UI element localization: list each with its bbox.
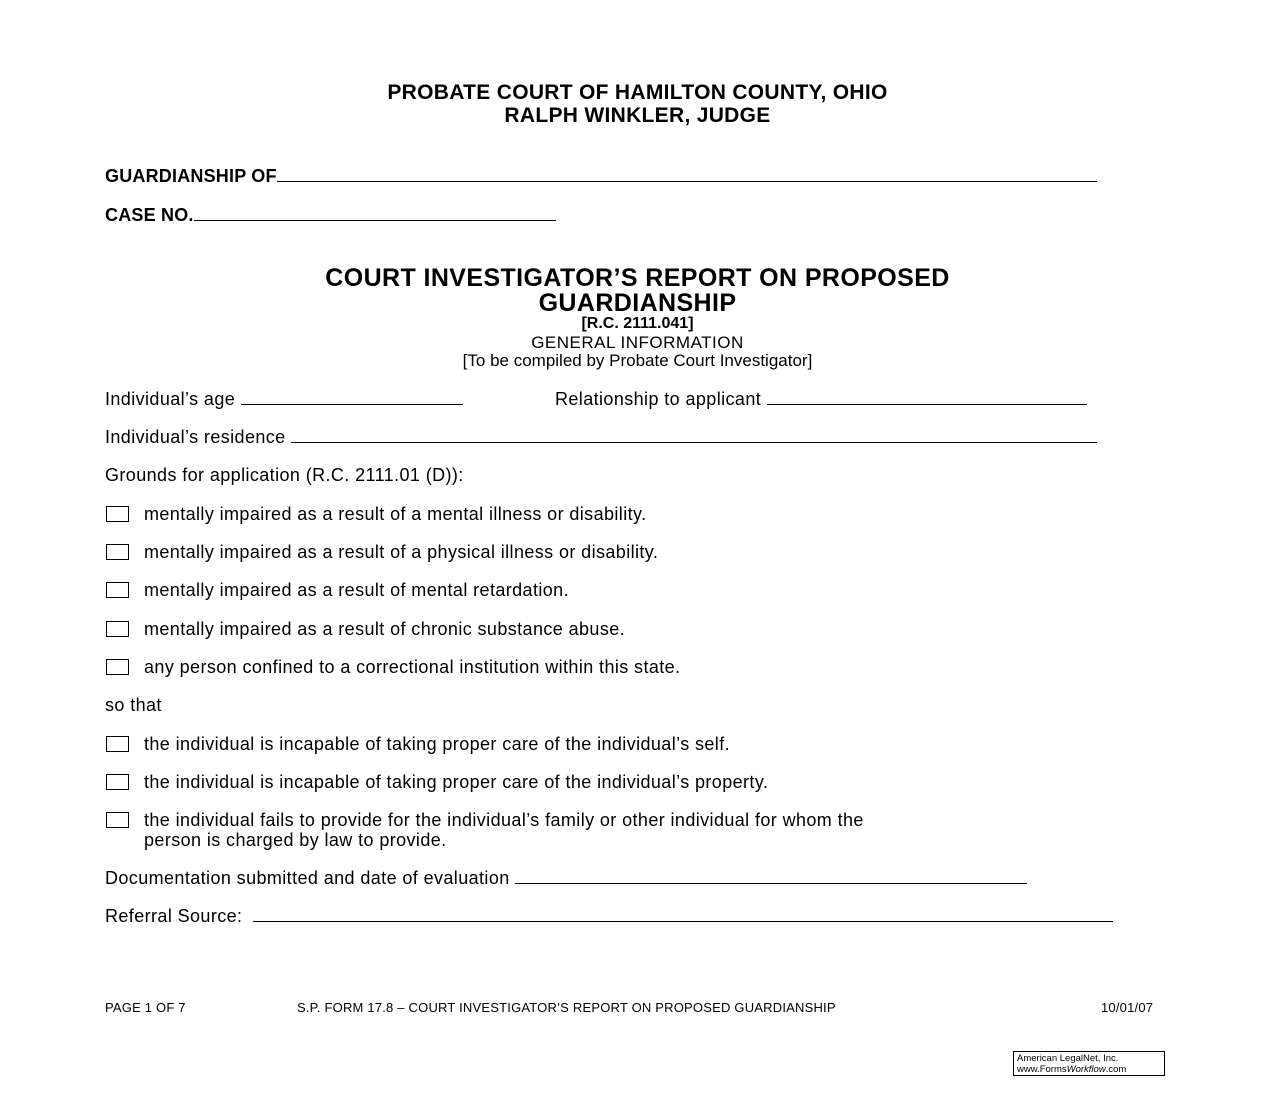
consequence-checkbox-family[interactable] bbox=[106, 812, 129, 828]
consequence-option-property: the individual is incapable of taking proper care of the individual’s property. bbox=[144, 772, 769, 792]
guardianship-blank[interactable] bbox=[277, 167, 1097, 182]
report-title-line2: GUARDIANSHIP bbox=[538, 289, 737, 317]
grounds-option-retardation: mentally impaired as a result of mental retardation. bbox=[144, 580, 569, 600]
grounds-label: Grounds for application (R.C. 2111.01 (D)): bbox=[105, 465, 464, 485]
relationship-blank[interactable] bbox=[767, 390, 1087, 405]
documentation-label: Documentation submitted and date of evaluation bbox=[105, 868, 510, 888]
guardianship-label: GUARDIANSHIP OF bbox=[105, 166, 277, 186]
grounds-option-correctional: any person confined to a correctional institution within this state. bbox=[144, 657, 681, 677]
section-heading: GENERAL INFORMATION bbox=[531, 333, 744, 352]
age-label: Individual’s age bbox=[105, 389, 236, 409]
grounds-checkbox-correctional[interactable] bbox=[106, 659, 129, 675]
grounds-checkbox-retardation[interactable] bbox=[106, 582, 129, 598]
report-title-line1: COURT INVESTIGATOR’S REPORT ON PROPOSED bbox=[325, 264, 950, 292]
consequence-option-family-line1: the individual fails to provide for the individual’s family or other individual for whom the bbox=[144, 810, 864, 830]
residence-field[interactable] bbox=[105, 427, 1097, 448]
consequence-checkbox-self[interactable] bbox=[106, 736, 129, 752]
referral-field[interactable] bbox=[105, 906, 1113, 927]
guardianship-field[interactable] bbox=[105, 166, 1097, 187]
watermark-company: American LegalNet, Inc. bbox=[1017, 1053, 1119, 1064]
grounds-checkbox-substance-abuse[interactable] bbox=[106, 621, 129, 637]
so-that-label: so that bbox=[105, 695, 162, 715]
residence-blank[interactable] bbox=[291, 428, 1097, 443]
relationship-label: Relationship to applicant bbox=[555, 389, 762, 409]
referral-blank[interactable] bbox=[253, 907, 1113, 922]
form-name: S.P. FORM 17.8 – COURT INVESTIGATOR’S REPORT ON PROPOSED GUARDIANSHIP bbox=[297, 1000, 836, 1015]
statute-reference: [R.C. 2111.041] bbox=[581, 315, 694, 332]
grounds-checkbox-mental-illness[interactable] bbox=[106, 506, 129, 522]
watermark-url: www.FormsWorkflow.com bbox=[1017, 1064, 1127, 1075]
documentation-field[interactable] bbox=[105, 868, 1027, 889]
consequence-option-family-line2: person is charged by law to provide. bbox=[144, 830, 447, 850]
residence-label: Individual’s residence bbox=[105, 427, 286, 447]
form-date: 10/01/07 bbox=[1101, 1000, 1154, 1015]
consequence-option-self: the individual is incapable of taking proper care of the individual’s self. bbox=[144, 734, 731, 754]
grounds-option-mental-illness: mentally impaired as a result of a mental illness or disability. bbox=[144, 504, 647, 524]
grounds-option-physical-illness: mentally impaired as a result of a physical illness or disability. bbox=[144, 542, 659, 562]
compiled-note: [To be compiled by Probate Court Investigator] bbox=[462, 351, 813, 370]
case-no-label: CASE NO. bbox=[105, 205, 194, 225]
court-name: PROBATE COURT OF HAMILTON COUNTY, OHIO bbox=[387, 81, 888, 104]
age-blank[interactable] bbox=[241, 390, 463, 405]
legalnet-watermark bbox=[1013, 1051, 1165, 1076]
case-no-field[interactable] bbox=[105, 205, 556, 226]
page-number: PAGE 1 OF 7 bbox=[105, 1000, 186, 1015]
consequence-checkbox-property[interactable] bbox=[106, 774, 129, 790]
grounds-option-substance-abuse: mentally impaired as a result of chronic substance abuse. bbox=[144, 619, 626, 639]
referral-label: Referral Source: bbox=[105, 906, 243, 926]
age-field[interactable] bbox=[105, 389, 463, 410]
relationship-field[interactable] bbox=[555, 389, 1087, 410]
documentation-blank[interactable] bbox=[515, 869, 1027, 884]
judge-name: RALPH WINKLER, JUDGE bbox=[504, 104, 771, 127]
case-no-blank[interactable] bbox=[194, 206, 556, 221]
grounds-checkbox-physical-illness[interactable] bbox=[106, 544, 129, 560]
